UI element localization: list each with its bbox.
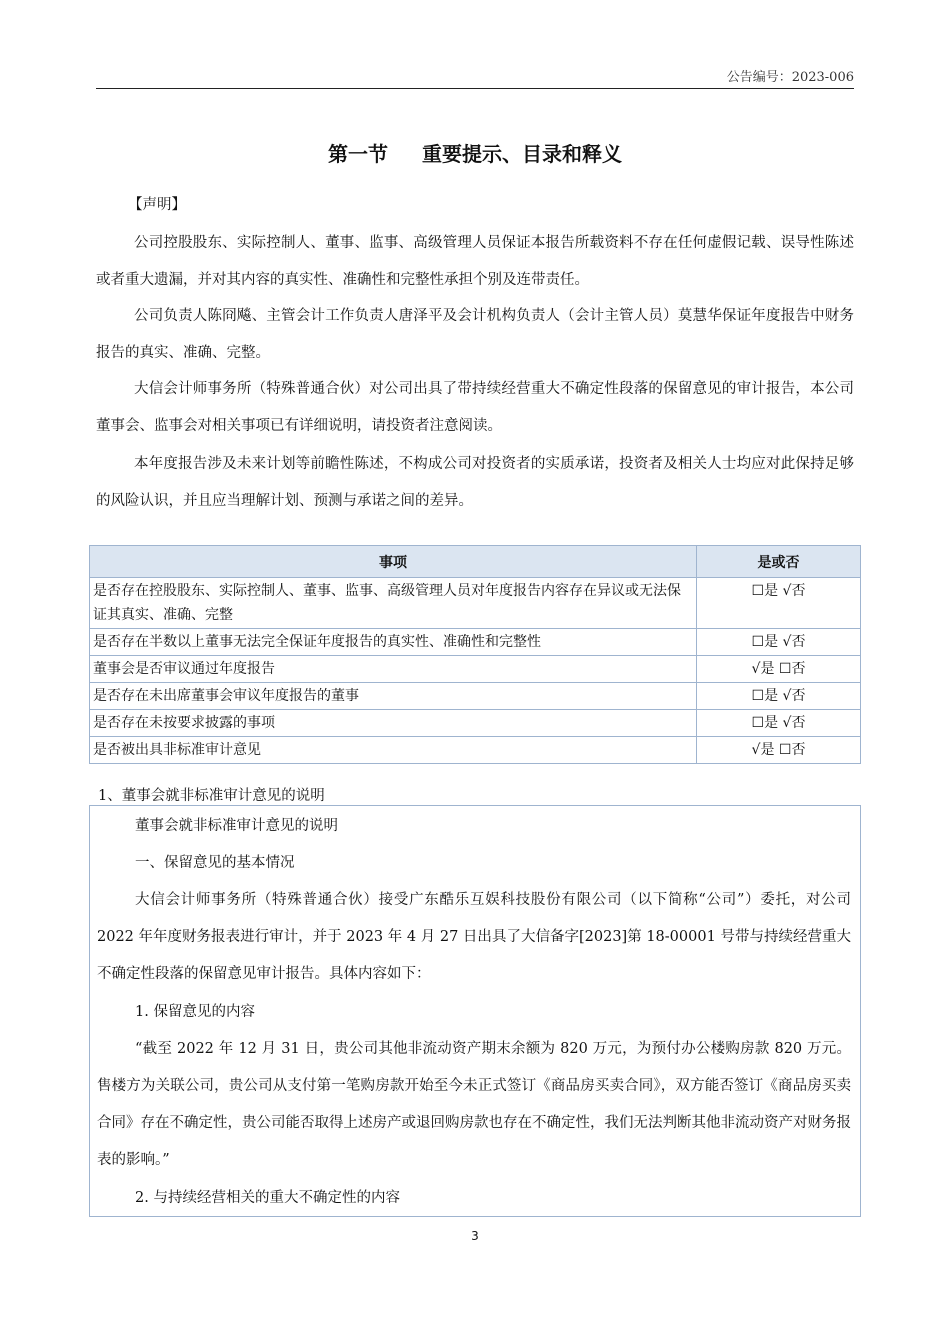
header-rule — [96, 88, 854, 89]
header-answer: 是或否 — [697, 546, 861, 578]
row-answer: ☐是 √否 — [697, 683, 861, 710]
box-title: 董事会就非标准审计意见的说明 — [135, 818, 338, 834]
row-answer: √是 ☐否 — [697, 737, 861, 764]
paragraph-responsible-persons: 公司负责人陈冏飚、主管会计工作负责人唐泽平及会计机构负责人（会计主管人员）莫慧华保证年度报告中财务报告的真实、准确、完整。 — [96, 308, 854, 361]
table-row — [90, 629, 861, 656]
row-item: 是否存在控股股东、实际控制人、董事、监事、高级管理人员对年度报告内容存在异议或无法保证其真实、准确、完整 — [90, 578, 697, 629]
row-answer: ☐是 √否 — [697, 629, 861, 656]
table-row — [90, 578, 861, 629]
row-answer: √是 ☐否 — [697, 656, 861, 683]
table-row — [90, 737, 861, 764]
row-item: 是否存在未出席董事会审议年度报告的董事 — [90, 683, 697, 710]
table-row — [90, 683, 861, 710]
row-item: 是否被出具非标准审计意见 — [90, 737, 697, 764]
row-item: 是否存在未按要求披露的事项 — [90, 710, 697, 737]
section-name: 重要提示、目录和释义 — [422, 142, 622, 166]
row-answer: ☐是 √否 — [697, 578, 861, 629]
box-paragraph-engagement: 大信会计师事务所（特殊普通合伙）接受广东酷乐互娱科技股份有限公司（以下简称“公司”）委托，对公司 2022 年年度财务报表进行审计，并于 2023 年 4 月 27 日出具了大信备字[2023]第 18-00001 号带与持续经营重大不确定性段落的保留意见审计报告。具体内容如下： — [97, 892, 851, 982]
table-row — [90, 656, 861, 683]
header-item: 事项 — [90, 546, 697, 578]
page-number: 3 — [471, 1229, 479, 1243]
row-item: 是否存在半数以上董事无法完全保证年度报告的真实性、准确性和完整性 — [90, 629, 697, 656]
section-heading-non-standard-opinion: 1、董事会就非标准审计意见的说明 — [98, 788, 325, 804]
box-subheading-basic: 一、保留意见的基本情况 — [135, 855, 295, 871]
explanation-box — [89, 805, 861, 1217]
paragraph-guarantee: 公司控股股东、实际控制人、董事、监事、高级管理人员保证本报告所载资料不存在任何虚假记载、误导性陈述或者重大遗漏，并对其内容的真实性、准确性和完整性承担个别及连带责任。 — [96, 235, 854, 288]
declaration-label: 【声明】 — [128, 197, 186, 213]
matters-table — [89, 545, 861, 764]
box-paragraph-quote: “截至 2022 年 12 月 31 日，贵公司其他非流动资产期末余额为 820 万元，为预付办公楼购房款 820 万元。售楼方为关联公司，贵公司从支付第一笔购房款开始至今未正式签订《商品房买卖合同》，双方能否签订《商品房买卖合同》存在不确定性，贵公司能否取得上述房产或退回购房款也存在不确定性，我们无法判断其他非流动资产对财务报表的影响。” — [97, 1041, 851, 1168]
paragraph-forward-looking: 本年度报告涉及未来计划等前瞻性陈述，不构成公司对投资者的实质承诺，投资者及相关人士均应对此保持足够的风险认识，并且应当理解计划、预测与承诺之间的差异。 — [96, 456, 854, 509]
row-item: 董事会是否审议通过年度报告 — [90, 656, 697, 683]
table-row — [90, 710, 861, 737]
box-subheading-going-concern: 2. 与持续经营相关的重大不确定性的内容 — [135, 1190, 400, 1206]
page-title — [0, 138, 950, 167]
paragraph-auditor-opinion: 大信会计师事务所（特殊普通合伙）对公司出具了带持续经营重大不确定性段落的保留意见的审计报告，本公司董事会、监事会对相关事项已有详细说明，请投资者注意阅读。 — [96, 381, 854, 434]
section-number: 第一节 — [328, 142, 388, 166]
row-answer: ☐是 √否 — [697, 710, 861, 737]
box-subheading-opinion-content: 1. 保留意见的内容 — [135, 1004, 255, 1020]
table-header-row — [90, 546, 861, 578]
announcement-number: 公告编号：2023-006 — [726, 70, 854, 85]
